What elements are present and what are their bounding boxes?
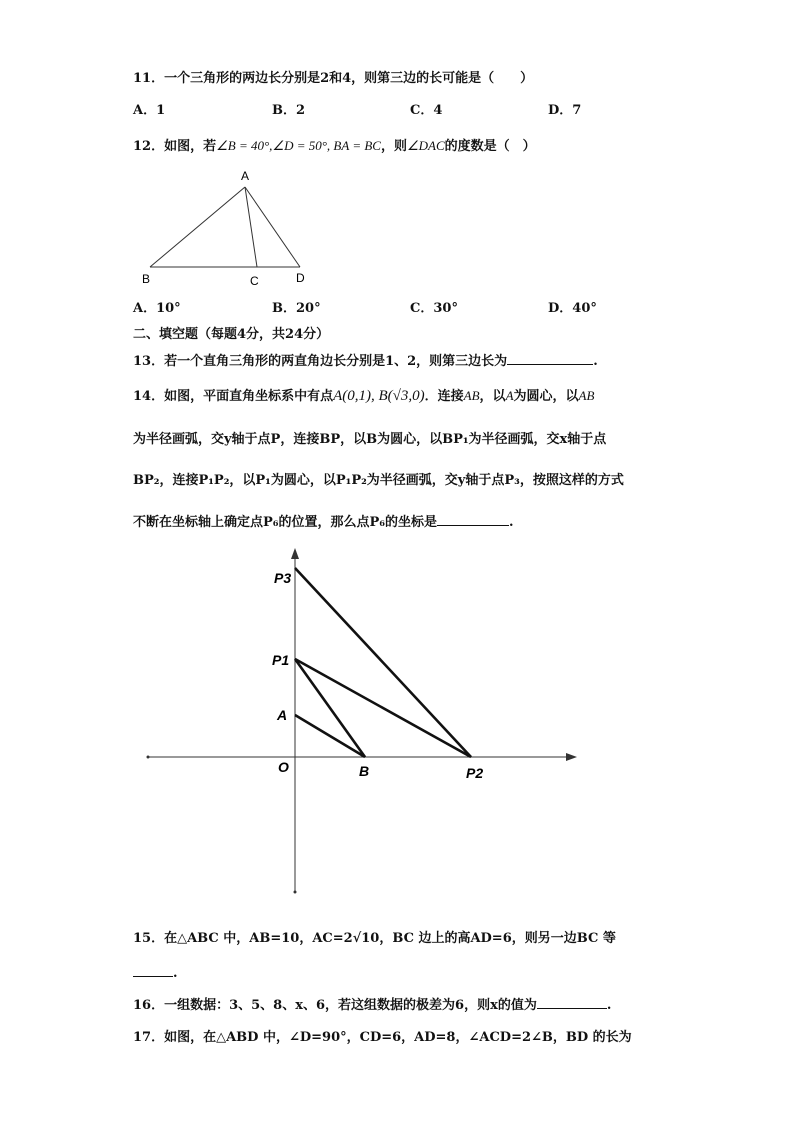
label-a: A [241,169,250,183]
q15-continuation: . [133,964,178,981]
q16-stem: 16．一组数据：3、5、8、x、6，若这组数据的极差为6，则x的值为 . [133,998,612,1013]
q14-line-2: 为半径画弧，交y轴于点P，连接BP，以B为圆心，以BP₁为半径画弧，交x轴于点 [133,432,607,447]
q11-stem: 11．一个三角形的两边长分别是2和4，则第三边的长可能是（ ） [133,71,534,86]
q12-option-b: B．20° [272,301,321,316]
q13-answer-blank[interactable] [507,352,593,365]
q15-stem: 15．在△ABC 中，AB=10，AC=2√10，BC 边上的高AD=6，则另一边BC 等 [133,931,616,946]
label-p1: P1 [272,652,290,668]
x-axis-arrow-icon [566,753,577,761]
segment-p3-p2 [295,568,471,757]
segment-ac [245,187,257,267]
label-o: O [278,759,289,775]
q14-line-4: 不断在坐标轴上确定点P₆的位置，那么点P₆的坐标是 . [133,515,514,530]
q11-option-d: D．7 [548,103,582,118]
x-axis-end [147,756,150,759]
segment-ad [245,187,300,267]
q12-triangle-figure [140,165,320,290]
label-p3: P3 [274,570,292,586]
q14-coordinate-figure [140,538,590,900]
q11-option-b: B．2 [272,103,306,118]
q11-option-c: C．4 [410,103,443,118]
q12-option-d: D．40° [548,301,597,316]
q14-line-1: 14．如图，平面直角坐标系中有点A(0,1), B(√3,0)．连接AB，以A为圆心，以AB [133,388,595,404]
segment-p1-b [295,659,365,757]
q12-stem: 12．如图，若∠B = 40°,∠D = 50°, BA = BC，则∠DAC的度数是（ ） [133,138,536,154]
q17-stem: 17．如图，在△ABD 中，∠D=90°，CD=6，AD=8，∠ACD=2∠B，BD 的长为 [133,1030,632,1045]
q12-option-c: C．30° [410,301,458,316]
label-c: C [250,274,259,288]
segment-p1-p2 [295,659,471,757]
q15-answer-blank[interactable] [133,964,173,977]
q13-stem: 13．若一个直角三角形的两直角边长分别是1、2，则第三边长为 . [133,354,598,369]
q14-line-3: BP₂，连接P₁P₂，以P₁为圆心，以P₁P₂为半径画弧，交y轴于点P₃，按照这样的方式 [133,473,624,488]
section-heading: 二、填空题（每题4分，共24分） [133,327,330,342]
label-b: B [142,272,151,286]
label-p2: P2 [466,765,484,781]
y-axis-end [294,891,297,894]
label-b: B [359,763,370,779]
q11-option-a: A．1 [133,103,166,118]
label-a: A [277,707,288,723]
segment-a-b [295,715,365,757]
q16-answer-blank[interactable] [537,996,607,1009]
segment-ab [150,187,245,267]
q12-option-a: A．10° [133,301,181,316]
q14-answer-blank[interactable] [437,513,509,526]
y-axis-arrow-icon [291,548,299,559]
label-d: D [296,271,305,285]
